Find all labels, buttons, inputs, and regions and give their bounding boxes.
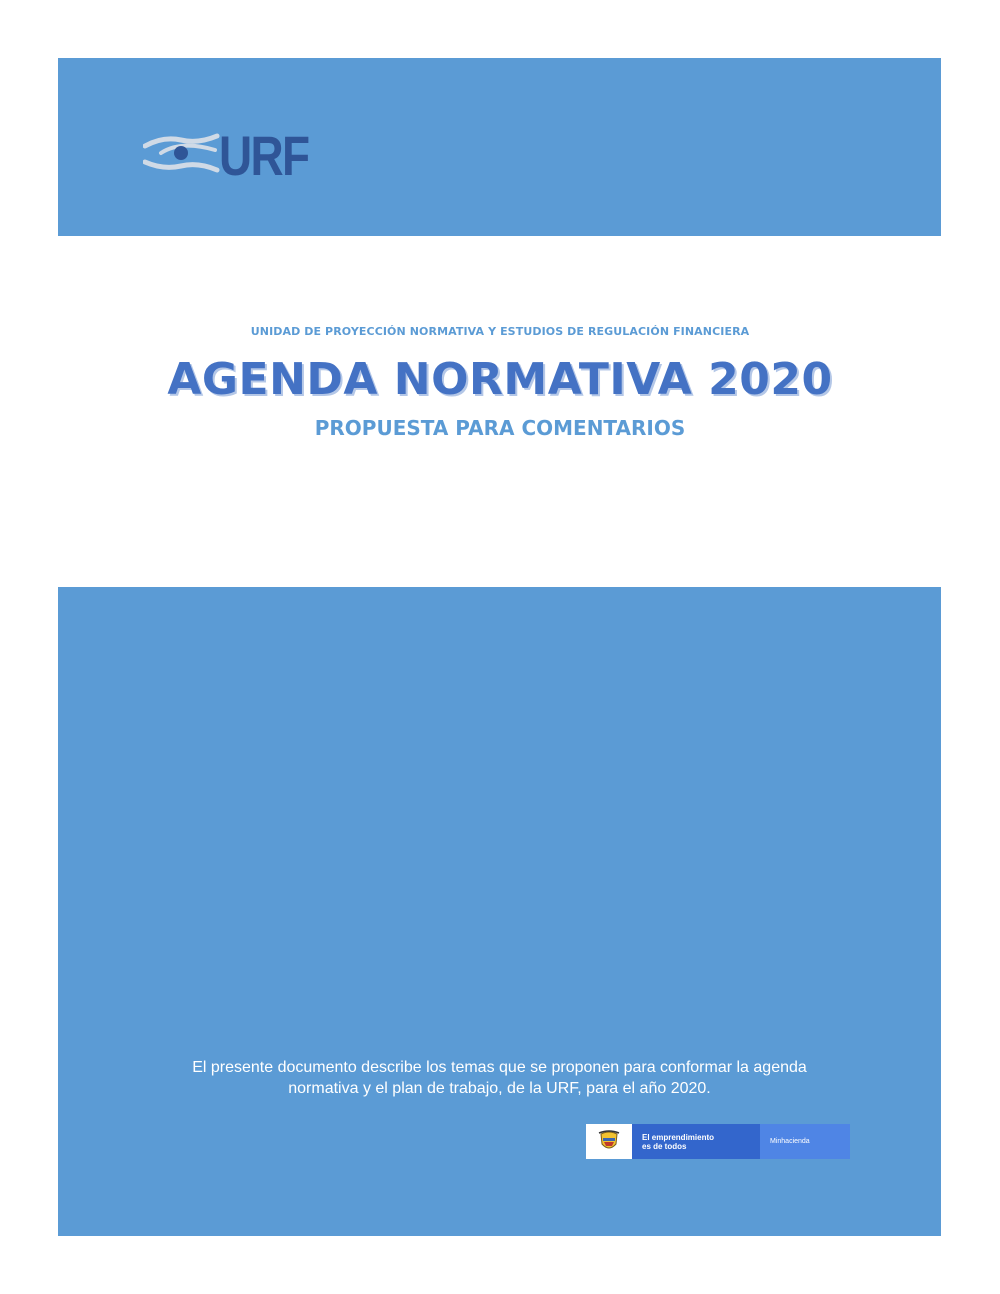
- badge-shield: [586, 1124, 632, 1159]
- document-subtitle: PROPUESTA PARA COMENTARIOS: [314, 416, 686, 440]
- description-line: El presente documento describe los temas que se proponen para conformar la agenda: [192, 1059, 807, 1076]
- organization-name: UNIDAD DE PROYECCIÓN NORMATIVA Y ESTUDIOS DE REGULACIÓN FINANCIERA: [250, 325, 750, 338]
- logo-wordmark: URF: [219, 124, 309, 187]
- document-title: AGENDA NORMATIVA 2020: [167, 354, 833, 405]
- document-description: [58, 1057, 941, 1099]
- eye-wave-icon: [143, 126, 223, 186]
- ministry-label: Minhacienda: [760, 1124, 850, 1159]
- colombia-coat-of-arms-icon: [597, 1130, 621, 1154]
- urf-logo: [143, 126, 343, 186]
- cover-band: [58, 587, 941, 1236]
- title-block: [0, 322, 1000, 442]
- slogan-line: es de todos: [642, 1142, 687, 1151]
- slogan-line: El emprendimiento: [642, 1133, 715, 1142]
- government-badge: [586, 1124, 850, 1159]
- badge-slogan: [632, 1124, 760, 1159]
- header-band: [58, 58, 941, 236]
- description-line: normativa y el plan de trabajo, de la URF, para el año 2020.: [288, 1080, 711, 1097]
